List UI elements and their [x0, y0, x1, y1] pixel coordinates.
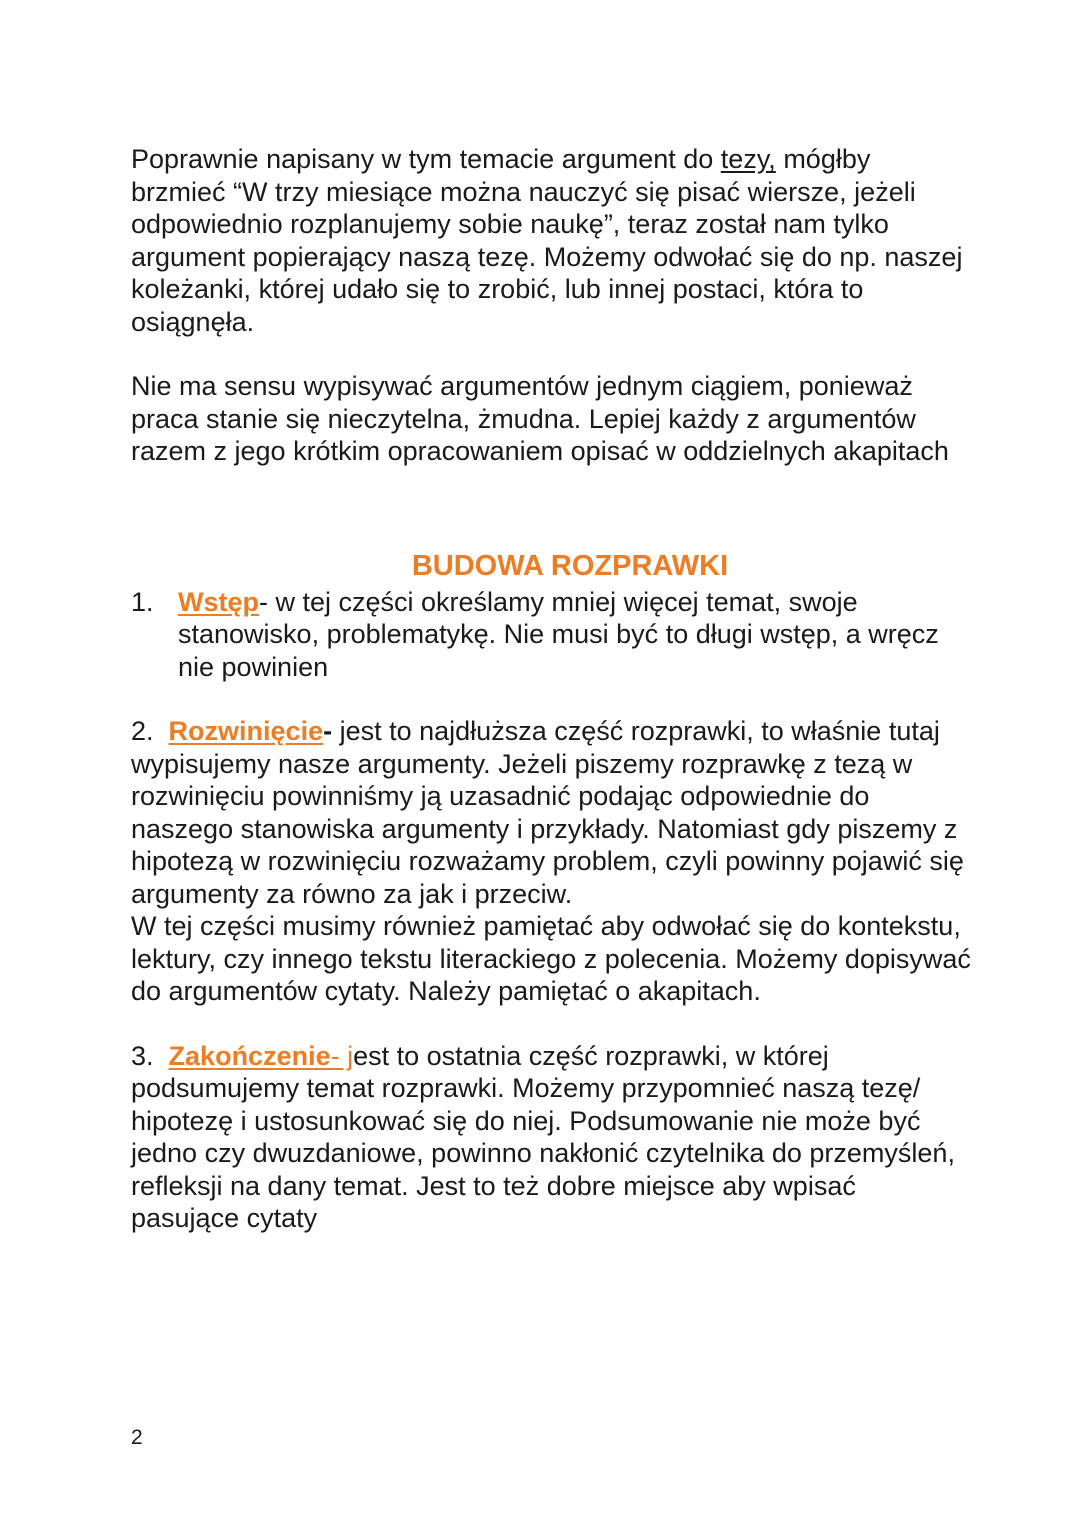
- keyword-dash: -: [323, 716, 333, 746]
- keyword-zakonczenie: Zakończenie: [168, 1040, 331, 1071]
- para1-before: Poprawnie napisany w tym temacie argument do: [131, 144, 721, 174]
- list-item-text: est to ostatnia część rozprawki, w której podsumujemy temat rozprawki. Możemy przypomnieć naszą tezę/ hipotezę i ustosunkować się do niej. Podsumowanie nie może być jedno czy dwuzdaniowe, powinno nakłonić czytelnika do przemyśleń, refleksji na dany temat. Jest to też dobre miejsce aby wpisać pasujące cytaty: [131, 1040, 955, 1233]
- para1-after: mógłby brzmieć “W trzy miesiące można nauczyć się pisać wiersze, jeżeli odpowiednio rozplanujemy sobie naukę”, teraz został nam tylko argument popierający naszą tezę. Możemy odwołać się do np. naszej koleżanki, której udało się to zrobić, lub innej postaci, która to osiągnęła.: [131, 144, 963, 337]
- section-heading: BUDOWA ROZPRAWKI: [411, 549, 729, 582]
- paragraph-argument-layout: Nie ma sensu wypisywać argumentów jednym ciągiem, ponieważ praca stanie się nieczytelna, żmudna. Lepiej każdy z argumentów razem z jego krótkim opracowaniem opisać w oddzielnych akapitach: [131, 371, 949, 466]
- list-item-text: jest to najdłuższa część rozprawki, to właśnie tutaj wypisujemy nasze argumenty. Jeżeli piszemy rozprawkę z tezą w rozwinięciu powinniśmy ją uzasadnić podając odpowiednie do naszego stanowiska argumenty i przykłady. Natomiast gdy piszemy z hipotezą w rozwinięciu rozważamy problem, czyli powinny pojawić się argumenty za równo za jak i przeciw.: [131, 716, 964, 909]
- term-tezy: tezy,: [720, 144, 776, 174]
- keyword-wstep: Wstęp: [178, 586, 259, 617]
- list-item-body-conclusion: [131, 1040, 971, 1235]
- list-number: 3.: [131, 1040, 154, 1071]
- list-item-body-development: [131, 715, 971, 1008]
- list-number: 1.: [131, 586, 154, 617]
- list-item-text: - w tej części określamy mniej więcej temat, swoje stanowisko, problematykę. Nie musi być to długi wstęp, a wręcz nie powinien: [178, 586, 939, 682]
- paragraph-thesis-argument: [131, 143, 971, 338]
- document-page: [131, 143, 971, 1235]
- list-item-text-continued: W tej części musimy również pamiętać aby odwołać się do kontekstu, lektury, czy innego tekstu literackiego z polecenia. Możemy dopisywać do argumentów cytaty. Należy pamiętać o akapitach.: [131, 911, 971, 1006]
- keyword-dash: - j: [330, 1040, 354, 1071]
- list-number: 2.: [131, 716, 154, 746]
- list-item-body: [178, 586, 971, 684]
- list-item-intro: [131, 586, 971, 684]
- page-number: 2: [131, 1426, 143, 1449]
- keyword-rozwiniecie: Rozwinięcie: [168, 716, 324, 746]
